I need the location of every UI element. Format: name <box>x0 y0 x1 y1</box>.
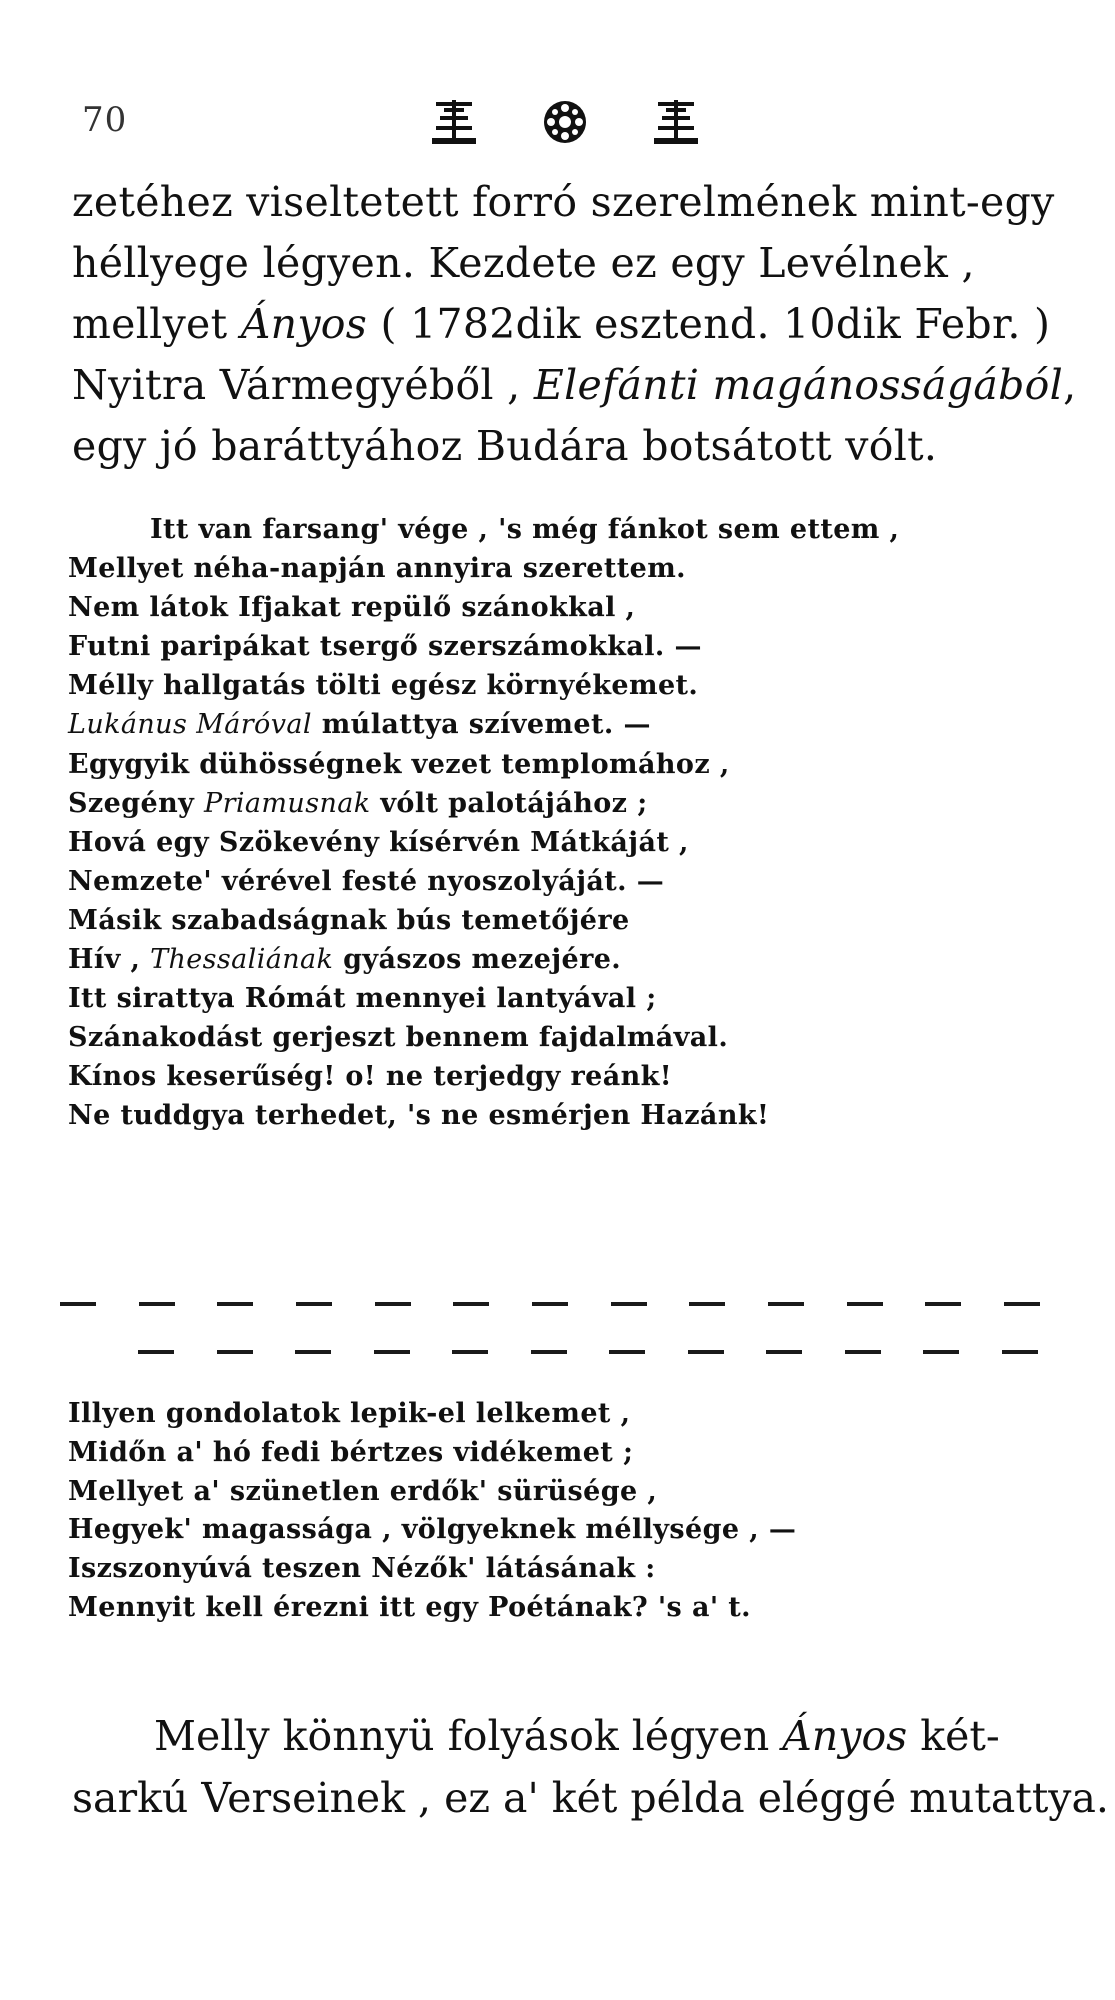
poem-line: Másik szabadságnak bús temetőjére <box>68 904 630 936</box>
poem-line: Hová egy Szökevény kísérvén Mátkáját , <box>68 826 689 858</box>
place-name: Elefánti magánosságából <box>533 361 1064 409</box>
poem-line: Nem látok Ifjakat repülő szánokkal , <box>68 592 636 624</box>
poem-line: Iszszonyúvá teszen Nézők' látásának : <box>68 1553 656 1585</box>
intro-line: egy jó baráttyához Budára botsátott vólt. <box>72 422 938 470</box>
fleuron-left-icon <box>430 98 478 146</box>
closing-line: sarkú Verseinek , ez a' két példa eléggé mutattya. <box>72 1774 1109 1822</box>
poem-line: Futni paripákat tsergő szerszámokkal. — <box>68 631 702 663</box>
page-number: 70 <box>82 100 128 140</box>
poem-line: Midőn a' hó fedi bértzes vidékemet ; <box>68 1436 634 1468</box>
intro-paragraph <box>72 172 1077 477</box>
italic-names: Lukánus Máróval <box>68 709 312 741</box>
intro-line: zetéhez viseltetett forró szerelmének mint-egy <box>72 178 1055 226</box>
fleuron-right-icon <box>652 98 700 146</box>
poem-line: Hív , Thessaliának gyászos mezejére. <box>68 944 622 976</box>
author-name: Ányos <box>240 300 368 348</box>
poem-line: Szegény Priamusnak vólt palotájához ; <box>68 787 648 819</box>
intro-line: Nyitra Vármegyéből , Elefánti magánosságából, <box>72 361 1077 409</box>
poem-first-stanza <box>68 510 1068 1136</box>
poem-line: Lukánus Máróval múlattya szívemet. — <box>68 709 651 741</box>
poem-line: Mellyet néha-napján annyira szerettem. <box>68 553 686 585</box>
poem-line: Hegyek' magassága , völgyeknek méllysége , — <box>68 1514 797 1546</box>
page-header <box>0 92 1115 152</box>
poem-line: Mellyet a' szünetlen erdők' sürüsége , <box>68 1475 658 1507</box>
poem-second-stanza <box>68 1395 1068 1628</box>
closing-paragraph <box>72 1705 1109 1829</box>
closing-line: Melly könnyü folyások légyen Ányos két- <box>154 1712 1000 1760</box>
poem-line: Illyen gondolatok lepik-el lelkemet , <box>68 1398 631 1429</box>
poem-line: Ne tuddgya terhedet, 's ne esmérjen Hazánk! <box>68 1100 770 1132</box>
header-ornament <box>430 92 700 152</box>
italic-name: Priamusnak <box>204 787 371 819</box>
poem-line: Szánakodást gerjeszt bennem fajdalmával. <box>68 1022 729 1054</box>
italic-name: Thessaliának <box>150 944 334 976</box>
dash-separator <box>138 1350 1038 1370</box>
poem-line: Itt sirattya Rómát mennyei lantyával ; <box>68 983 657 1015</box>
poem-line: Mélly hallgatás tölti egész környékemet. <box>68 670 699 702</box>
poem-line: Egygyik dühösségnek vezet templomához , <box>68 748 730 780</box>
poem-line: Kínos keserűség! o! ne terjedgy reánk! <box>68 1061 673 1093</box>
poem-line: Itt van farsang' vége , 's még fánkot sem ettem , <box>150 514 900 545</box>
poem-line: Mennyit kell érezni itt egy Poétának? 's a' t. <box>68 1591 751 1623</box>
poem-line: Nemzete' vérével festé nyoszolyáját. — <box>68 865 665 897</box>
dash-separator <box>60 1302 1040 1322</box>
author-name: Ányos <box>782 1712 908 1760</box>
rosette-ornament-icon <box>540 97 590 147</box>
intro-line: mellyet Ányos ( 1782dik esztend. 10dik Febr. ) <box>72 300 1051 348</box>
intro-line: héllyege légyen. Kezdete ez egy Levélnek , <box>72 239 975 287</box>
